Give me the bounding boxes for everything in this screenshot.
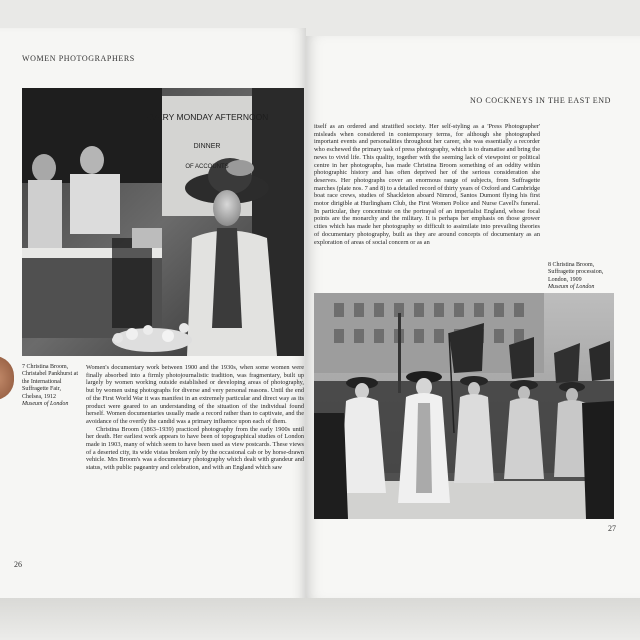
right-body-paragraph-1: itself as an ordered and stratified society. Her self-styling as a 'Press Photographer' misleads when considered in contemporary terms, for although she photographed important events and personalities throughout her career, she was essentially a recorder who eschewed the primary task of press photography, which is to dramatise and bring the news to vivid life. This quality, together with the seeming lack of viewpoint or political centre in her photographs, has made Christina Broom something of an oddity within photographic history and has often deprived her of the serious consideration she deserves. Her photographs cover an enormous range of subjects, from Suffragette marches (plate nos. 7 and 8) to a detailed record of thirty years of Oxford and Cambridge boat race crews, studies of Shackleton aboard Nimrod, Santos Dumont flying his first motor dirigible at Hurlingham Club, the First Women Police and Nurse Cavell's funeral. In particular, they concentrate on the portrayal of an imperialist England, whose focal points are the monarchy and the military. It is perhaps her emphasis on those grower cities which has made her photography so difficult to assimilate into prevailing theories of documentary photography, built as they are around concepts of documentary as an exploration of areas of social concern or as an (314, 123, 540, 246)
right-page-body (314, 123, 540, 287)
table-surface (0, 598, 640, 640)
sign-text-line-2: DINNER (193, 143, 221, 150)
page-number-right: 27 (608, 524, 616, 533)
photo-1-image (22, 88, 304, 356)
sign-text-line-1: EVERY MONDAY AFTERNOON (145, 112, 269, 122)
caption-plate-7-source: Museum of London (22, 401, 69, 408)
photo-2-image (314, 293, 614, 519)
caption-plate-7 (22, 364, 82, 408)
caption-plate-7-text: 7 Christina Broom, Christabel Pankhurst at the International Suffragette Fair, Chelsea, 1912 (22, 364, 78, 400)
caption-plate-8-source: Museum of London (548, 284, 595, 291)
caption-plate-8-text: 8 Christina Broom, Suffragette procession, London, 1909 (548, 262, 604, 283)
photo-suffragette-procession (314, 293, 614, 519)
sign-text-line-3: OF ACCOUNTS (185, 164, 229, 170)
page-number-left: 26 (14, 560, 22, 569)
photo-christabel-pankhurst (22, 88, 304, 356)
left-page-body (86, 364, 304, 574)
left-body-paragraph-2: Christina Broom (1863–1939) practiced photography from the early 1900s until her death. Her earliest work appears to have been of topographical studies of London made in 1903, many of which seem to have been used as view postcards. These views of a deserted city, its wide vistas broken only by the occasional cab or by horse-drawn vehicle. Mrs Broom's was a documentary photography which dealt with grandeur and status, with public pageantry and celebration, and with an England which saw (86, 425, 304, 472)
caption-plate-8 (548, 262, 614, 292)
running-head-right: NO COCKNEYS IN THE EAST END (470, 96, 612, 105)
left-body-paragraph-1: Women's documentary work between 1900 and the 1930s, when some women were finally absorbed into a firmly photojournalistic tradition, was fragmentary, built up largely by women working outside established or developing areas of photography, but by women using photographs for diverse and very personal reasons. Until the end of the First World War it was manifest in an extremely particular and direct way as its product were geared to an understanding of the situation of the individual found herself. Women documentaries usually made a record rather than to captivate, and the avoidance of the overtly the candid was a primary influence upon each of them. (86, 364, 304, 425)
running-head-left: WOMEN PHOTOGRAPHERS (22, 54, 135, 63)
